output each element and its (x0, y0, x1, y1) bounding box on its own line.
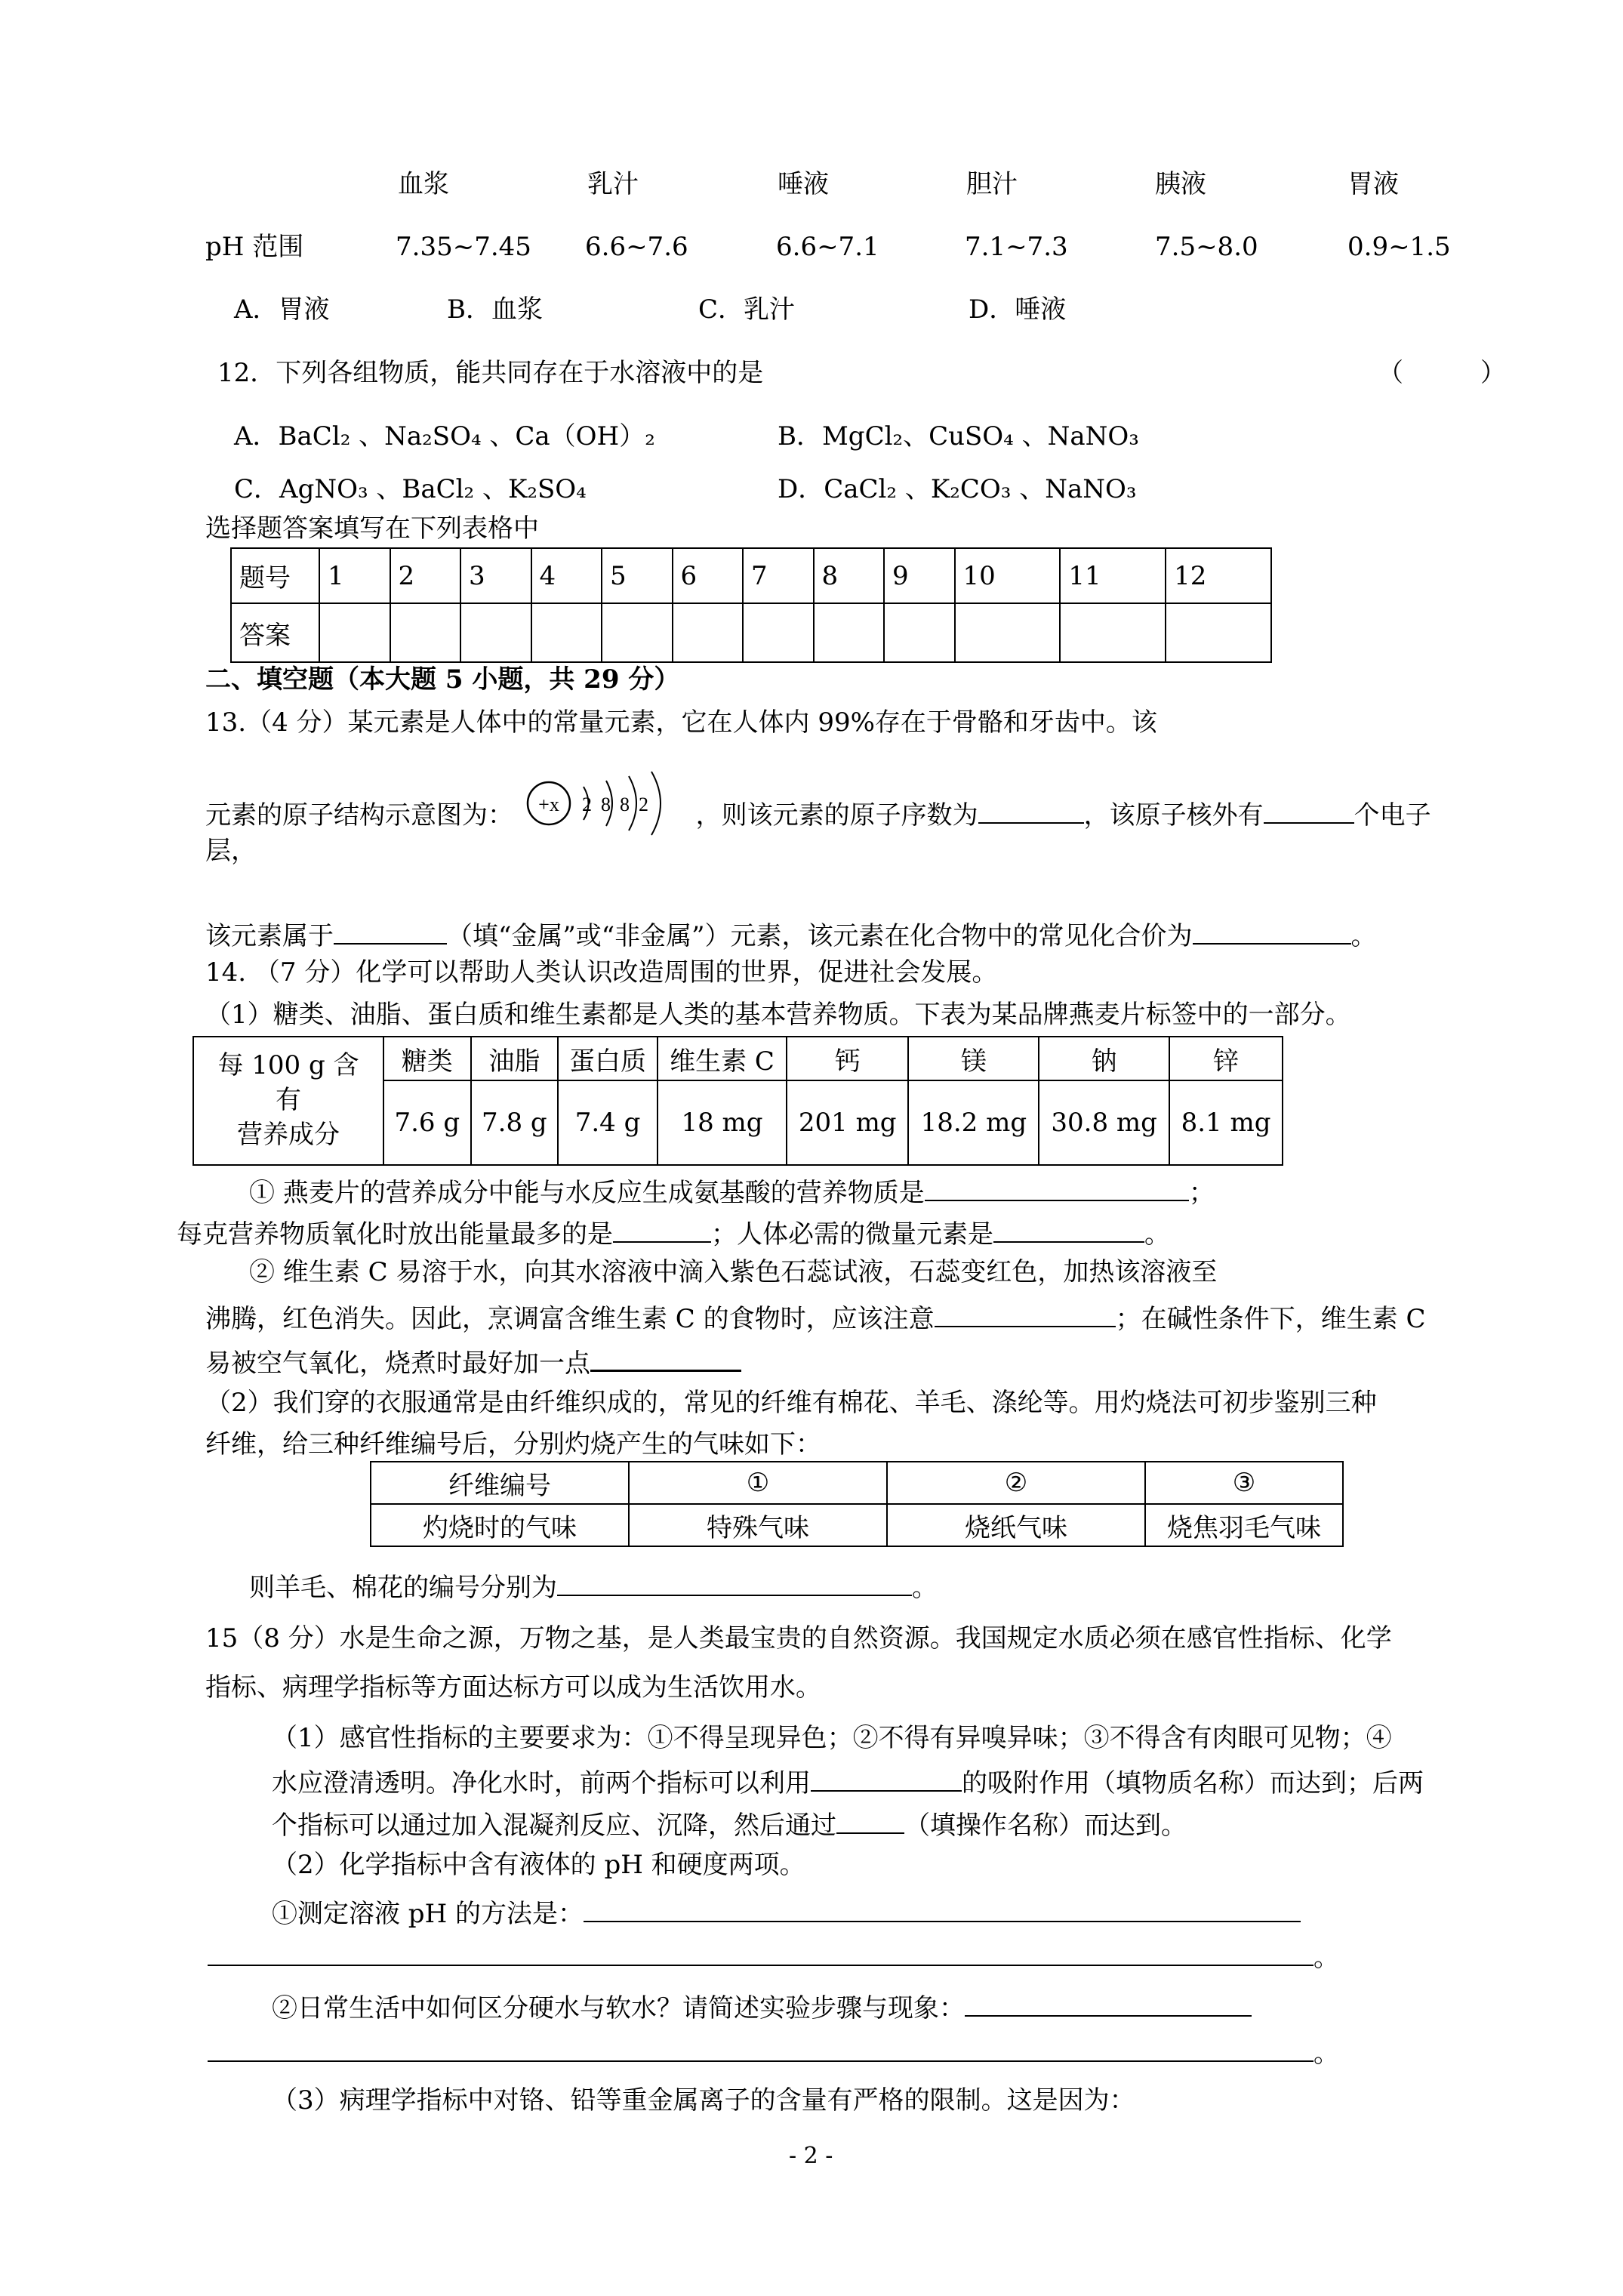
q15-s1c (272, 1807, 1187, 1841)
q15-s2b-line2 (208, 2035, 1339, 2069)
q11-option-a: A．胃液 (234, 294, 330, 325)
q15-s1a: （1）感官性指标的主要要求为：①不得呈现异色；②不得有异嗅异味；③不得含有肉眼可见物；④ (272, 1723, 1392, 1753)
q14-p2-b: ；人体必需的微量元素是 (711, 1219, 993, 1250)
answer-cell[interactable] (814, 603, 885, 662)
q15-s2: （2）化学指标中含有液体的 pH 和硬度两项。 (272, 1850, 805, 1880)
nutrition-row-label (193, 1037, 383, 1165)
q14-p8-a: 则羊毛、棉花的编号分别为 (249, 1573, 557, 1603)
q14-p2-c: 。 (1144, 1219, 1170, 1250)
q14-p3: ② 维生素 C 易溶于水，向其水溶液中滴入紫色石蕊试液，石蕊变红色，加热该溶液至 (249, 1257, 1218, 1287)
cell-label: 答案 (231, 603, 319, 662)
ph-value: 0.9~1.5 (1347, 232, 1451, 262)
q14-p1-b: ； (1188, 1178, 1215, 1208)
answer-blank-hard-water-line2[interactable] (208, 2035, 1313, 2062)
ph-row-label: pH 范围 (205, 232, 304, 262)
q13-line2-a: 元素的原子结构示意图为： (205, 800, 513, 831)
q11-option-c: C．乳汁 (698, 294, 796, 325)
row-label-3: 营养成分 (237, 1119, 340, 1150)
q14-p4-a: 沸腾，红色消失。因此，烹调富含维生素 C 的食物时，应该注意 (205, 1304, 935, 1334)
atom-structure-diagram (522, 764, 688, 840)
ph-header: 胆汁 (966, 169, 1018, 199)
ph-value: 7.35~7.45 (396, 232, 531, 262)
answer-table-row-answers (231, 603, 1271, 662)
q14-line1: 14. （7 分）化学可以帮助人类认识改造周围的世界，促进社会发展。 (205, 957, 998, 988)
q14-p4-b: ；在碱性条件下，维生素 C (1115, 1304, 1426, 1334)
answer-blank-metal[interactable] (334, 917, 447, 945)
answer-blank-shells[interactable] (1264, 797, 1354, 824)
cell-number: 12 (1166, 548, 1271, 603)
fiber-cell: ② (887, 1462, 1145, 1504)
answer-cell[interactable] (673, 603, 744, 662)
cell-number: 9 (884, 548, 955, 603)
cell-number: 6 (673, 548, 744, 603)
q15-s3: （3）病理学指标中对铬、铅等重金属离子的含量有严格的限制。这是因为： (272, 2085, 1135, 2116)
cell-number: 4 (531, 548, 602, 603)
nutrient-value: 30.8 mg (1039, 1080, 1169, 1165)
section-2-title: 二、填空题（本大题 5 小题，共 29 分） (205, 664, 680, 695)
q13-line2-b: ，则该元素的原子序数为 (695, 800, 978, 831)
q15-s1c-b: （填操作名称）而达到。 (904, 1811, 1187, 1841)
nucleus-label: +x (537, 794, 559, 815)
ph-value: 6.6~7.1 (776, 232, 879, 262)
answer-blank-hard-water[interactable] (965, 1989, 1252, 2017)
ph-header: 胃液 (1347, 169, 1399, 199)
q14-p4 (205, 1300, 1425, 1335)
answer-blank-ph-method-line2[interactable] (208, 1939, 1313, 1966)
nutrient-header: 锌 (1169, 1037, 1283, 1080)
ph-header: 血浆 (398, 169, 449, 199)
q15-s2a (272, 1895, 1301, 1930)
answer-blank-fiber[interactable] (557, 1569, 912, 1596)
cell-number: 11 (1060, 548, 1166, 603)
answer-blank-additive[interactable] (590, 1344, 741, 1372)
q14-p2-a: 每克营养物质氧化时放出能量最多的是 (177, 1219, 613, 1250)
q12-bracket: （ ） (1378, 358, 1506, 388)
q12-option-d: D．CaCl₂ 、K₂CO₃ 、NaNO₃ (778, 474, 1137, 504)
cell-number: 10 (955, 548, 1061, 603)
answer-blank-operation[interactable] (836, 1807, 904, 1834)
nutrient-header: 钠 (1039, 1037, 1169, 1080)
q15-line1: 15（8 分）水是生命之源，万物之基，是人类最宝贵的自然资源。我国规定水质必须在感官性指标、化学 (205, 1623, 1392, 1653)
cell-number: 5 (602, 548, 673, 603)
cell-number: 1 (319, 548, 390, 603)
fiber-cell: 烧焦羽毛气味 (1145, 1504, 1343, 1546)
ph-header: 胰液 (1155, 169, 1206, 199)
q15-s2a-text: ①测定溶液 pH 的方法是： (272, 1899, 584, 1929)
q14-p5-text: 易被空气氧化，烧煮时最好加一点 (205, 1348, 590, 1379)
ph-value: 6.6~7.6 (585, 232, 688, 262)
nutrient-value: 18 mg (658, 1080, 787, 1165)
nutrition-table (192, 1036, 1283, 1166)
q14-p7: 纤维，给三种纤维编号后，分别灼烧产生的气味如下： (205, 1429, 821, 1459)
q15-s1b-a: 水应澄清透明。净化水时，前两个指标可以利用 (272, 1768, 811, 1798)
q13-line1: 13.（4 分）某元素是人体中的常量元素，它在人体内 99%存在于骨骼和牙齿中。该 (205, 707, 1157, 738)
answer-cell[interactable] (531, 603, 602, 662)
q13-line3: 层， (205, 836, 257, 866)
q13-line2 (205, 794, 1431, 840)
row-label-2: 有 (276, 1085, 301, 1116)
answer-blank-valence[interactable] (1193, 917, 1351, 945)
q15-s2a-line2 (208, 1939, 1339, 1974)
q12-stem: 12．下列各组物质，能共同存在于水溶液中的是 (217, 358, 764, 388)
answer-blank-adsorbent[interactable] (811, 1764, 962, 1792)
ph-value: 7.5~8.0 (1155, 232, 1258, 262)
row-label-1: 每 100 g 含 (217, 1050, 359, 1081)
answer-blank-ph-method[interactable] (584, 1895, 1301, 1922)
answer-table-row-numbers (231, 548, 1271, 603)
q13-line2-c: ，该原子核外有 (1083, 800, 1264, 831)
fiber-cell: ③ (1145, 1462, 1343, 1504)
nutrient-value: 7.6 g (383, 1080, 471, 1165)
q15-s1c-a: 个指标可以通过加入混凝剂反应、沉降，然后通过 (272, 1811, 836, 1841)
answer-cell[interactable] (955, 603, 1061, 662)
q14-p8-b: 。 (912, 1573, 938, 1603)
answer-blank-cooking[interactable] (935, 1300, 1116, 1327)
page-number: - 2 - (789, 2143, 833, 2169)
answer-blank-trace-element[interactable] (993, 1216, 1144, 1243)
cell-number: 3 (460, 548, 531, 603)
nutrient-header: 油脂 (471, 1037, 559, 1080)
answer-cell[interactable] (460, 603, 531, 662)
answer-table (230, 547, 1272, 663)
nutrient-header: 糖类 (383, 1037, 471, 1080)
ph-value: 7.1~7.3 (965, 232, 1068, 262)
answer-cell[interactable] (1060, 603, 1166, 662)
answer-cell[interactable] (884, 603, 955, 662)
q14-p6: （2）我们穿的衣服通常是由纤维织成的，常见的纤维有棉花、羊毛、涤纶等。用灼烧法可初步鉴别三种 (205, 1388, 1377, 1418)
cell-label: 题号 (231, 548, 319, 603)
nutrient-header: 蛋白质 (558, 1037, 658, 1080)
q12-option-a: A．BaCl₂ 、Na₂SO₄ 、Ca（OH）₂ (234, 421, 655, 451)
q11-option-d: D．唾液 (969, 294, 1067, 325)
q15-s1b (272, 1764, 1424, 1799)
q13-line4-a: 该元素属于 (205, 921, 334, 951)
end-mark: 。 (1313, 2039, 1339, 2069)
nutrient-value: 7.8 g (471, 1080, 559, 1165)
answer-blank-atomic-number[interactable] (978, 797, 1084, 824)
ph-header: 乳汁 (587, 169, 639, 199)
nutrient-value: 7.4 g (558, 1080, 658, 1165)
q14-p1-a: ① 燕麦片的营养成分中能与水反应生成氨基酸的营养物质是 (249, 1178, 925, 1208)
q13-line2-d: 个电子 (1354, 800, 1431, 831)
cell-number: 7 (743, 548, 814, 603)
q15-s1b-b: 的吸附作用（填物质名称）而达到；后两 (962, 1768, 1424, 1798)
nutrient-value: 18.2 mg (908, 1080, 1039, 1165)
q14-line2: （1）糖类、油脂、蛋白质和维生素都是人类的基本营养物质。下表为某品牌燕麦片标签中的一部分。 (205, 1000, 1351, 1030)
q15-s2b (272, 1989, 1252, 2024)
nutrient-header: 镁 (908, 1037, 1039, 1080)
cell-number: 2 (390, 548, 461, 603)
q13-line4-c: 。 (1350, 921, 1377, 951)
ph-header: 唾液 (778, 169, 829, 199)
answer-cell[interactable] (743, 603, 814, 662)
q13-line4 (205, 917, 1377, 952)
cell-number: 8 (814, 548, 885, 603)
answer-cell[interactable] (602, 603, 673, 662)
fiber-cell: 烧纸气味 (887, 1504, 1145, 1546)
nutrient-header: 钙 (787, 1037, 908, 1080)
fiber-cell: ① (629, 1462, 887, 1504)
q13-line4-b: （填“金属”或“非金属”）元素，该元素在化合物中的常见化合价为 (447, 921, 1193, 951)
nutrient-value: 201 mg (787, 1080, 908, 1165)
q12-option-c: C．AgNO₃ 、BaCl₂ 、K₂SO₄ (234, 474, 587, 504)
q15-line2: 指标、病理学指标等方面达标方可以成为生活饮用水。 (205, 1672, 821, 1703)
end-mark: 。 (1313, 1943, 1339, 1973)
fiber-table (370, 1461, 1344, 1547)
q12-option-b: B．MgCl₂、CuSO₄ 、NaNO₃ (778, 421, 1139, 451)
fiber-cell: 特殊气味 (629, 1504, 887, 1546)
fiber-cell: 灼烧时的气味 (371, 1504, 629, 1546)
answer-blank-protein[interactable] (925, 1174, 1189, 1201)
nutrient-value: 8.1 mg (1169, 1080, 1283, 1165)
q11-option-b: B．血浆 (447, 294, 543, 325)
answer-blank-energy[interactable] (613, 1216, 711, 1243)
answer-cell[interactable] (319, 603, 390, 662)
q14-p5 (205, 1344, 741, 1379)
nutrient-header: 维生素 C (658, 1037, 787, 1080)
answer-cell[interactable] (390, 603, 461, 662)
q14-p2 (177, 1216, 1170, 1250)
q15-s2b-text: ②日常生活中如何区分硬水与软水？请简述实验步骤与现象： (272, 1993, 965, 2023)
answer-cell[interactable] (1166, 603, 1271, 662)
fiber-cell: 纤维编号 (371, 1462, 629, 1504)
q14-p1 (249, 1174, 1215, 1209)
answer-table-intro: 选择题答案填写在下列表格中 (205, 513, 539, 544)
shell-electrons: 2882 (581, 794, 658, 815)
q14-p8 (249, 1569, 938, 1604)
